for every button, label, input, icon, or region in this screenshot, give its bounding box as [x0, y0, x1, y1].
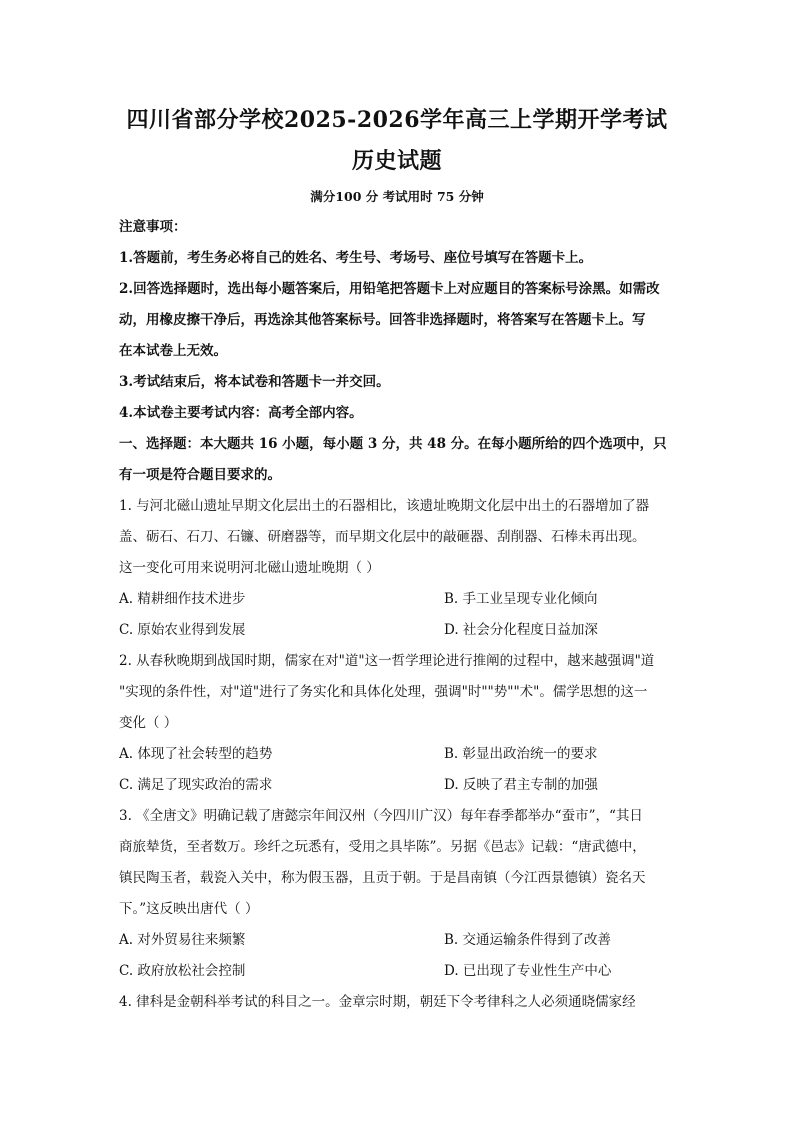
notice-item: 动，用橡皮擦干净后，再选涂其他答案标号。回答非选择题时，将答案写在答题卡上。写 — [119, 312, 646, 328]
question-text: 商旅辇货，至者数万。珍纤之玩悉有，受用之具毕陈”。另据《邑志》记载：“唐武德中， — [119, 839, 646, 855]
question-text: 3. 《全唐文》明确记载了唐懿宗年间汉州（今四川广汉）每年春季都举办“蚕市”，“其日 — [119, 808, 643, 824]
section-heading: 有一项是符合题目要求的。 — [119, 467, 281, 483]
question-text: 1. 与河北磁山遗址早期文化层出土的石器相比，该遗址晚期文化层中出土的石器增加了器 — [119, 498, 650, 514]
option-row — [119, 615, 679, 646]
option-row — [119, 739, 679, 770]
notice-heading: 注意事项： — [119, 219, 187, 235]
option-b: B. 彰显出政治统一的要求 — [444, 746, 598, 762]
option-a: A. 对外贸易往来频繁 — [119, 932, 246, 948]
notice-item: 3.考试结束后，将本试卷和答题卡一并交回。 — [119, 374, 390, 390]
exam-meta: 满分100 分 考试用时 75 分钟 — [310, 189, 484, 204]
section-heading: 一、选择题：本大题共 16 小题，每小题 3 分，共 48 分。在每小题所给的四个选项中，只 — [119, 436, 667, 452]
question-text: 2. 从春秋晚期到战国时期，儒家在对"道"这一哲学理论进行推阐的过程中，越来越强调"道 — [119, 653, 655, 669]
notice-block — [119, 212, 679, 491]
notice-item: 1.答题前，考生务必将自己的姓名、考生号、考场号、座位号填写在答题卡上。 — [119, 250, 593, 266]
option-row — [119, 925, 679, 956]
option-c: C. 满足了现实政治的需求 — [119, 777, 273, 793]
option-b: B. 交通运输条件得到了改善 — [444, 932, 612, 948]
notice-item: 2.回答选择题时，选出每小题答案后，用铅笔把答题卡上对应题目的答案标号涂黑。如需改 — [119, 281, 660, 297]
question-list — [119, 491, 679, 1018]
exam-title: 四川省部分学校2025-2026学年高三上学期开学考试 — [126, 107, 668, 133]
question-text: 盖、砺石、石刀、石镰、研磨器等，而早期文化层中的敲砸器、刮削器、石棒未再出现。 — [119, 529, 646, 545]
notice-item: 在本试卷上无效。 — [119, 343, 227, 359]
option-row — [119, 770, 679, 801]
option-c: C. 原始农业得到发展 — [119, 622, 246, 638]
question-4 — [119, 987, 679, 1018]
option-d: D. 已出现了专业性生产中心 — [444, 963, 612, 979]
option-d: D. 反映了君主专制的加强 — [444, 777, 598, 793]
option-row — [119, 956, 679, 987]
option-b: B. 手工业呈现专业化倾向 — [444, 591, 598, 607]
exam-subject: 历史试题 — [351, 148, 442, 174]
question-text: 4. 律科是金朝科举考试的科目之一。金章宗时期，朝廷下令考律科之人必须通晓儒家经 — [119, 994, 636, 1010]
question-1 — [119, 491, 679, 646]
option-a: A. 体现了社会转型的趋势 — [119, 746, 273, 762]
option-a: A. 精耕细作技术进步 — [119, 591, 246, 607]
option-row — [119, 584, 679, 615]
question-text: 变化（ ） — [119, 715, 178, 731]
question-text: 镇民陶玉者，载瓷入关中，称为假玉器，且贡于朝。于是昌南镇（今江西景德镇）瓷名天 — [119, 870, 646, 886]
question-text: 下。”这反映出唐代（ ） — [119, 901, 259, 917]
question-2 — [119, 646, 679, 801]
notice-item: 4.本试卷主要考试内容：高考全部内容。 — [119, 405, 363, 421]
question-text: 这一变化可用来说明河北磁山遗址晚期（ ） — [119, 560, 380, 576]
question-3 — [119, 801, 679, 987]
question-text: "实现的条件性，对"道"进行了务实化和具体化处理，强调"时""势""术"。儒学思想的这一 — [119, 684, 648, 700]
option-c: C. 政府放松社会控制 — [119, 963, 246, 979]
option-d: D. 社会分化程度日益加深 — [444, 622, 598, 638]
